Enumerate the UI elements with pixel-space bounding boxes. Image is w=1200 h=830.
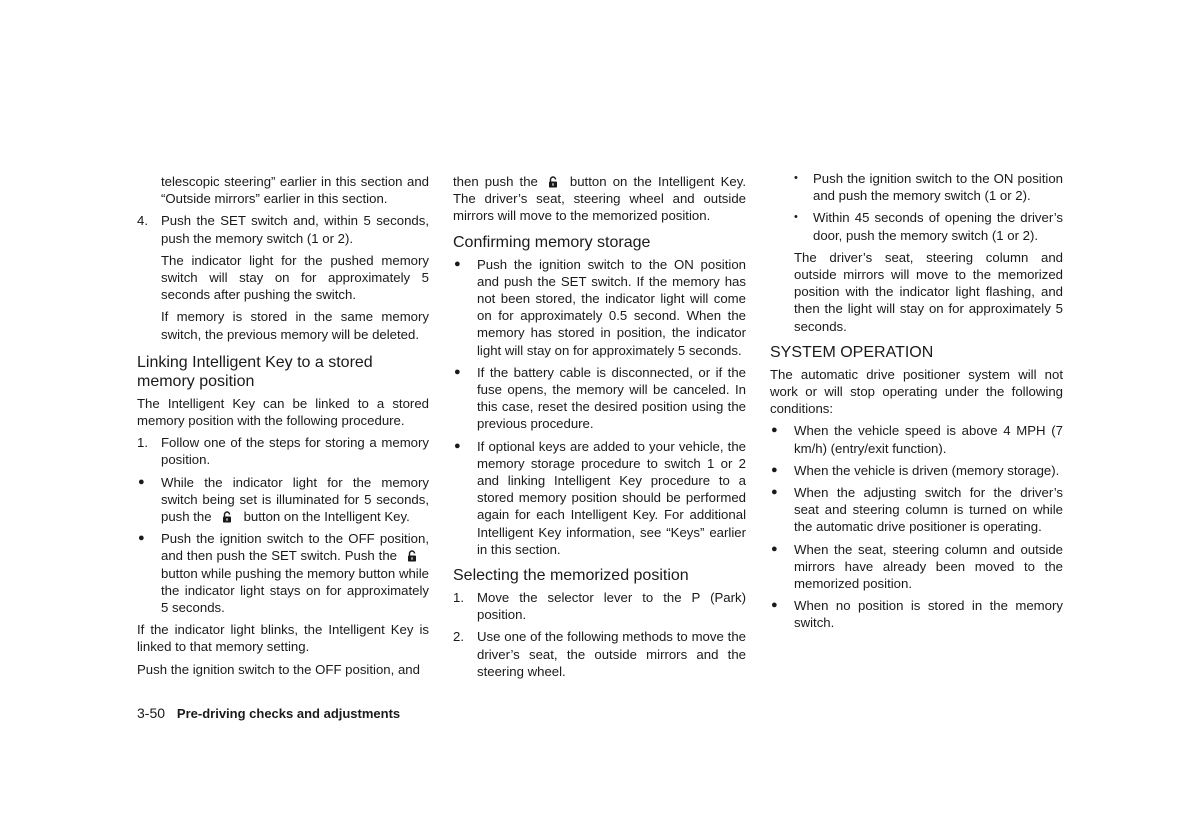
column-3 [770,170,1063,637]
paragraph: If memory is stored in the same memory switch, the previous memory will be deleted. [161,309,429,342]
bullet-item: ● Push the ignition switch to the ON position and push the SET switch. If the memory has not been stored, the indicator light will come on for approximately 0.5 second. When the memory has stored in position, the indicator light will stay on for approximately 5 seconds. [454,256,746,358]
bullet-item: ● While the indicator light for the memory switch being set is illuminated for 5 seconds, push the button on the Intelligent Key. [138,474,429,525]
bullet: • [794,172,798,184]
page-number: 3-50 [137,705,166,721]
bullet: ● [771,463,778,476]
paragraph: If the indicator light blinks, the Intelligent Key is linked to that memory setting. [137,622,429,655]
step-number: 4. [137,213,148,229]
heading-confirming: Confirming memory storage [453,233,651,251]
step-1 [137,434,429,468]
step-text: Use one of the following methods to move the driver’s seat, the outside mirrors and the steering wheel. [477,629,746,679]
step-number: 1. [137,435,148,451]
step-1 [453,589,746,623]
bullet: ● [454,257,461,270]
step-4 [137,212,429,246]
column-1 [137,173,429,683]
sub-bullet-item: • Within 45 seconds of opening the driver’s door, push the memory switch (1 or 2). [794,210,1063,243]
heading-selecting: Selecting the memorized position [453,567,689,585]
sub-bullet-item: • Push the ignition switch to the ON position and push the memory switch (1 or 2). [794,171,1063,204]
bullet-item: ● When the adjusting switch for the driver’s seat and steering column is turned on while the automatic drive positioner is operating. [771,485,1063,535]
bullet: ● [771,424,778,437]
paragraph: Push the ignition switch to the OFF position, and [137,661,420,677]
bullet: ● [771,486,778,499]
paragraph: The driver’s seat, steering column and outside mirrors will move to the memorized position with the indicator light flashing, and then the light will stay on for approximately 5 seconds. [794,249,1063,334]
lock-icon [548,176,558,188]
bullet-item: ● If the battery cable is disconnected, or if the fuse opens, the memory will be canceled. In this case, reset the desired position using the previous procedure. [454,364,746,432]
section-title: Pre-driving checks and adjustments [176,706,401,721]
bullet-item: ● When the seat, steering column and outside mirrors have already been moved to the memorized position. [771,541,1063,592]
step-number: 2. [453,629,464,645]
bullet: ● [138,532,145,545]
bullet: • [794,211,798,224]
bullet: ● [771,599,778,612]
heading-system-operation: SYSTEM OPERATION [770,343,934,361]
bullet-item: ● When the vehicle speed is above 4 MPH (7 km/h) (entry/exit function). [771,423,1063,456]
column-2 [453,173,746,685]
paragraph: then push the button on the Intelligent Key. The driver’s seat, steering wheel and outside mirrors will move to the memorized position. [453,174,746,224]
bullet: ● [138,475,145,488]
bullet: ● [454,365,461,378]
paragraph: The indicator light for the pushed memory switch will stay on for approximately 5 seconds after pushing the switch. [161,252,429,303]
lock-icon [407,550,417,562]
step-text: Push the SET switch and, within 5 seconds, push the memory switch (1 or 2). [161,213,429,246]
bullet-item: ● When no position is stored in the memory switch. [771,598,1063,631]
step-text: Move the selector lever to the P (Park) position. [477,590,746,623]
paragraph: The Intelligent Key can be linked to a stored memory position with the following procedure. [137,395,429,429]
step-number: 1. [453,590,464,606]
heading-linking: Linking Intelligent Key to a stored memory position [137,353,373,390]
bullet: ● [771,542,778,555]
step-2 [453,628,746,680]
lock-icon [222,511,232,523]
paragraph: telescopic steering” earlier in this section and “Outside mirrors” earlier in this section. [161,174,429,207]
bullet-item: ● When the vehicle is driven (memory storage). [771,462,1060,478]
bullet: ● [454,439,461,452]
bullet-item: ● If optional keys are added to your vehicle, the memory storage procedure to switch 1 or 2 and linking Intelligent Key procedure to a stored memory position should be performed again for each Intelligent Key. For additional Intelligent Key information, see “Keys” earlier in this section. [454,438,746,557]
bullet-item: ● Push the ignition switch to the OFF position, and then push the SET switch. Push thebutton while pushing the memory button while the indicator light stays on for approximately 5 seconds. [138,531,429,616]
step-text: Follow one of the steps for storing a memory position. [161,435,429,468]
page-footer [137,705,400,721]
paragraph: The automatic drive positioner system will not work or will stop operating under the following conditions: [770,366,1063,417]
